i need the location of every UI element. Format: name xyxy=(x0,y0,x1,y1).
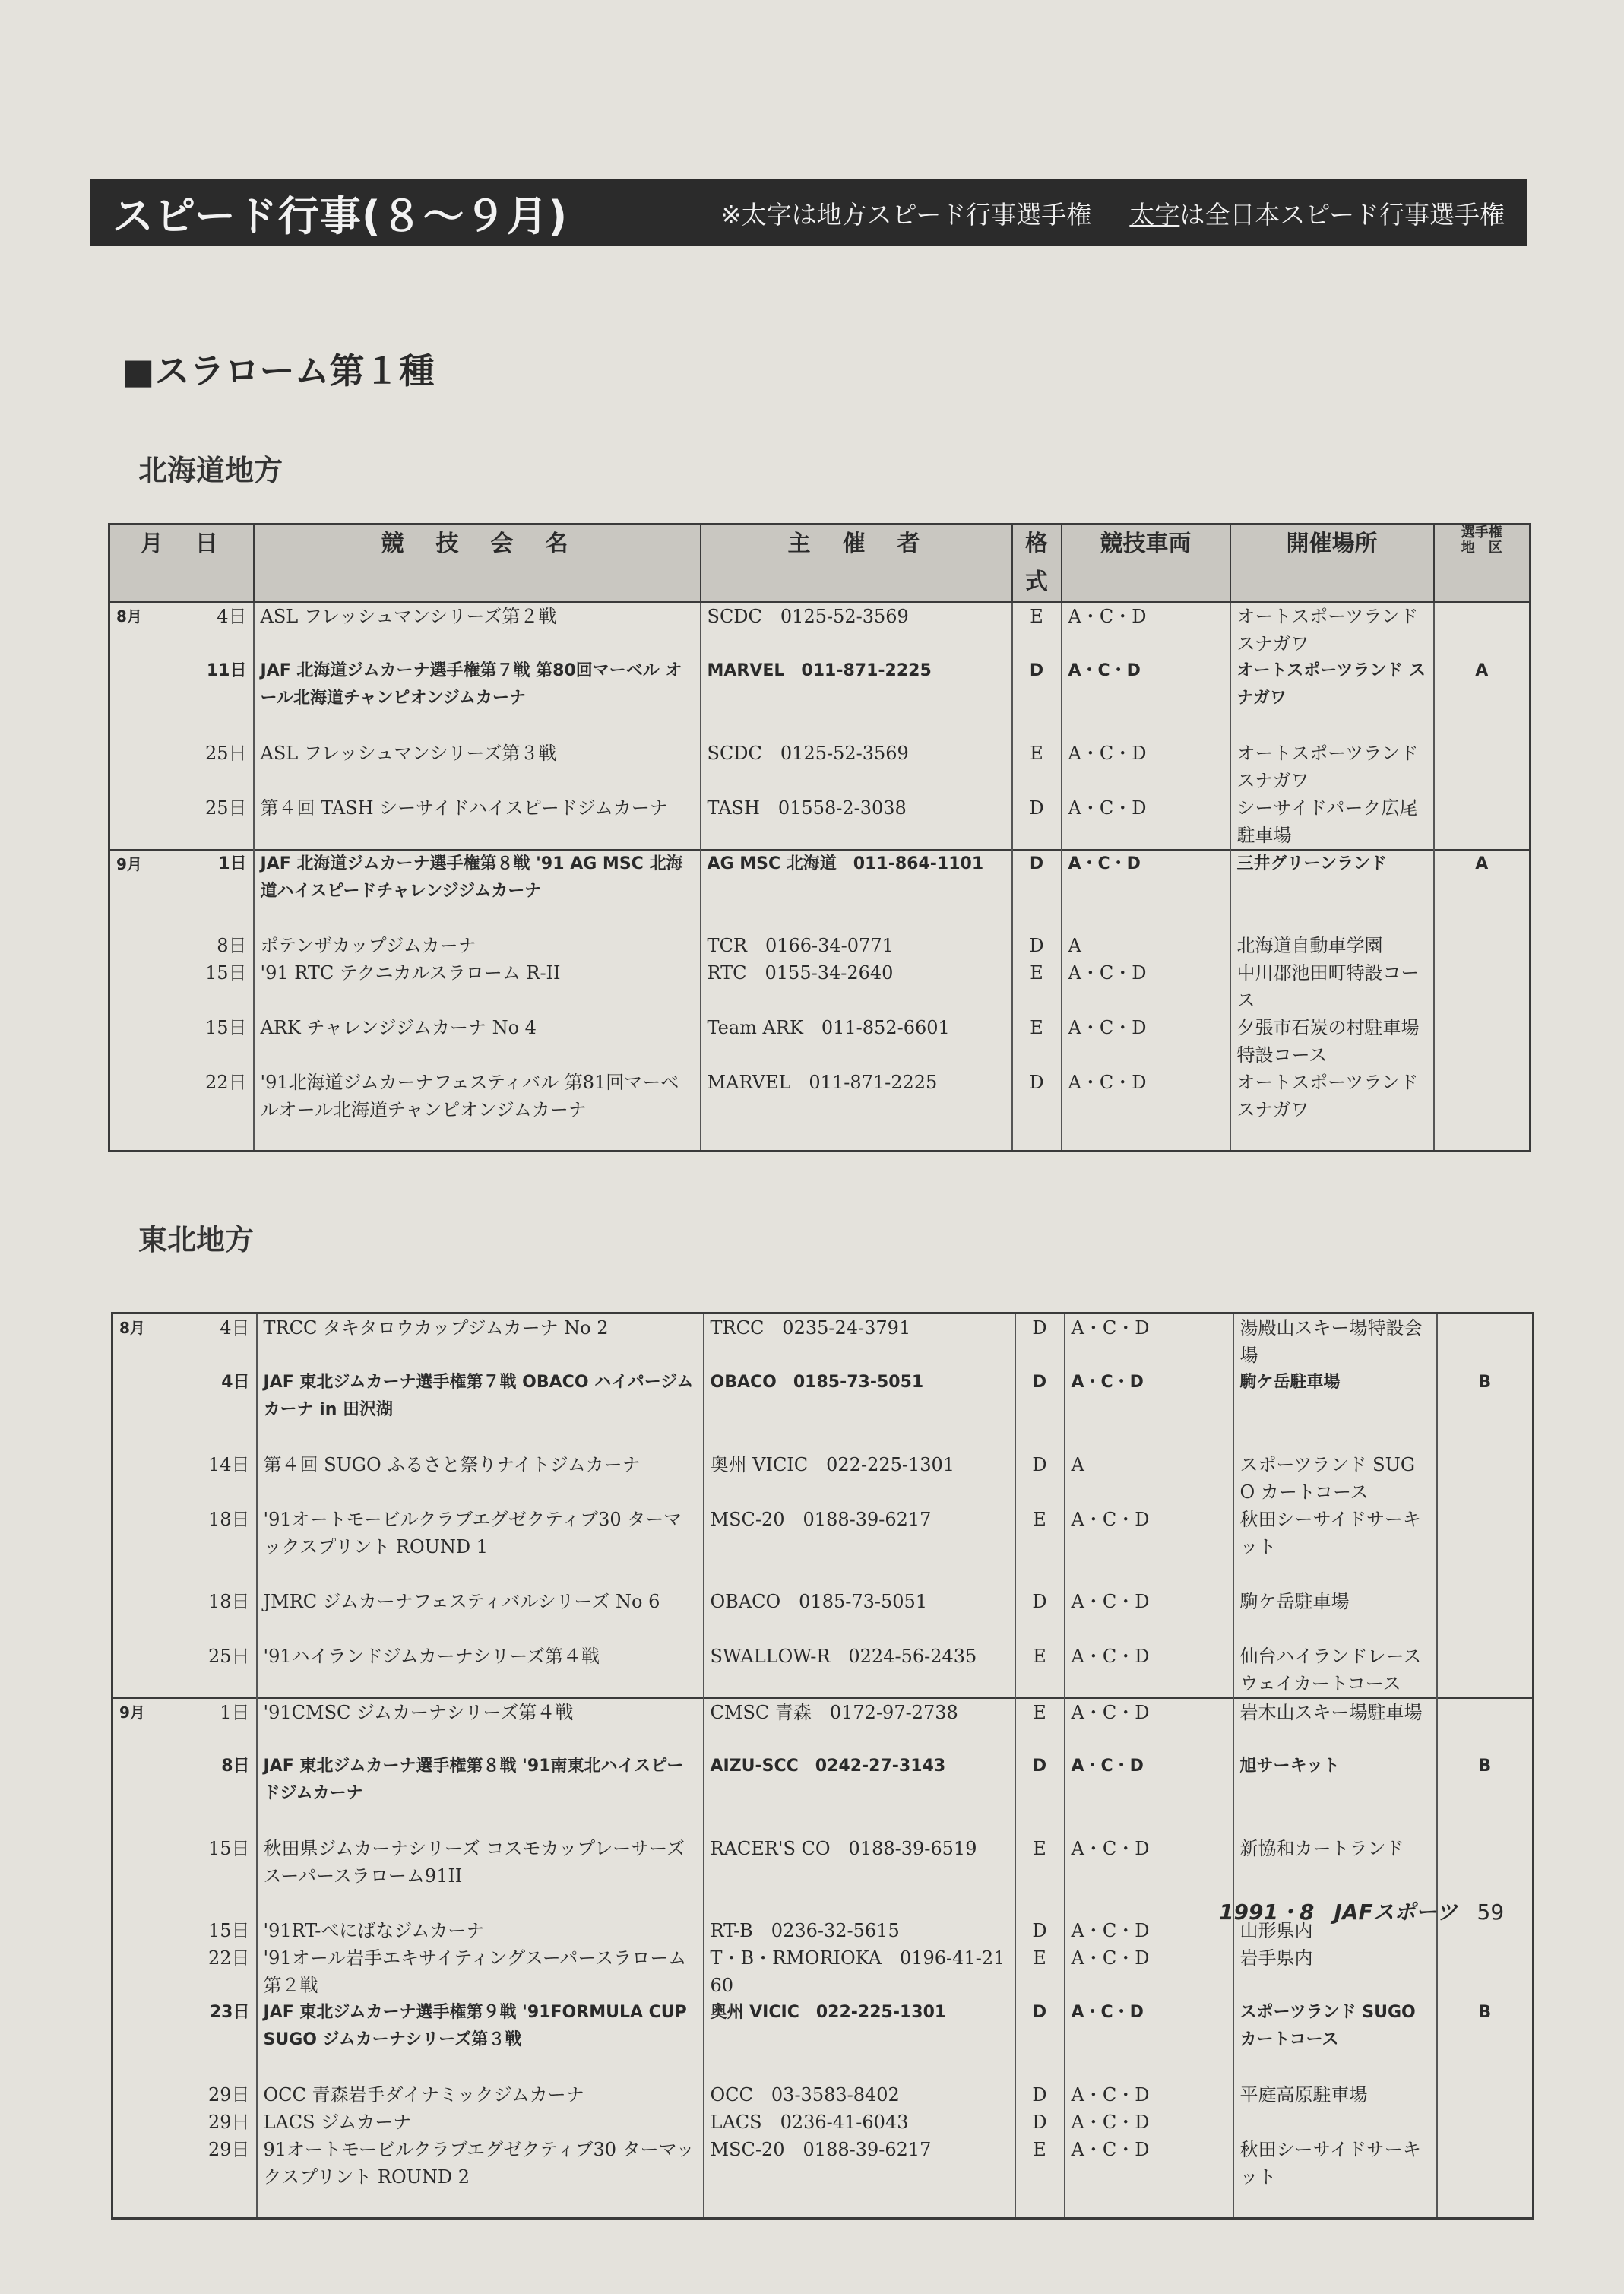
cell-date xyxy=(112,1835,257,1917)
table-row xyxy=(109,932,1531,959)
cell-district xyxy=(1437,1451,1534,1506)
cell-organizer: AG MSC 北海道 011-864-1101 xyxy=(701,850,1012,932)
cell-venue: 新協和カートランド xyxy=(1233,1835,1437,1917)
cell-venue: オートスポーツランドスナガワ xyxy=(1230,602,1434,657)
cell-event: '91 RTC テクニカルスラローム R-II xyxy=(254,959,701,1014)
cell-vehicles: A・C・D xyxy=(1062,850,1230,932)
banner-title: スピード行事(８〜９月) xyxy=(112,192,568,240)
cell-date xyxy=(109,602,254,657)
cell-day: 18日 xyxy=(207,1591,250,1612)
cell-venue: スポーツランド SUGO カートコース xyxy=(1233,1451,1437,1506)
cell-district: B xyxy=(1437,1369,1534,1451)
cell-event: JAF 北海道ジムカーナ選手権第７戦 第80回マーベル オール北海道チャンピオンジムカーナ xyxy=(254,657,701,740)
cell-vehicles: A・C・D xyxy=(1062,959,1230,1014)
cell-date xyxy=(109,657,254,740)
cell-date xyxy=(112,1506,257,1588)
cell-format: E xyxy=(1015,1506,1065,1588)
cell-event: 第４回 SUGO ふるさと祭りナイトジムカーナ xyxy=(257,1451,704,1506)
cell-date xyxy=(109,740,254,794)
cell-format: D xyxy=(1015,1313,1065,1370)
cell-district xyxy=(1437,1643,1534,1698)
cell-event: 第４回 TASH シーサイドハイスピードジムカーナ xyxy=(254,794,701,850)
cell-format: D xyxy=(1015,1369,1065,1451)
page-number: 59 xyxy=(1477,1900,1505,1925)
cell-district: A xyxy=(1434,657,1531,740)
cell-venue: 中川郡池田町特設コース xyxy=(1230,959,1434,1014)
cell-district xyxy=(1434,602,1531,657)
section-title: ■スラローム第１種 xyxy=(122,350,435,391)
cell-format: D xyxy=(1015,1588,1065,1643)
cell-organizer: TCR 0166-34-0771 xyxy=(701,932,1012,959)
header-district-top: 選手権 xyxy=(1461,524,1502,540)
header-district xyxy=(1434,524,1531,603)
cell-day: 22日 xyxy=(204,1072,247,1093)
cell-format: D xyxy=(1012,932,1062,959)
header-event: 競 技 会 名 xyxy=(254,524,701,603)
cell-district xyxy=(1434,932,1531,959)
cell-organizer: OCC 03-3583-8402 xyxy=(704,2081,1015,2109)
cell-venue: 駒ケ岳駐車場 xyxy=(1233,1588,1437,1643)
cell-day: 4日 xyxy=(217,606,247,627)
cell-format: E xyxy=(1012,602,1062,657)
cell-organizer: MSC-20 0188-39-6217 xyxy=(704,2136,1015,2218)
cell-date xyxy=(109,794,254,850)
cell-day: 14日 xyxy=(207,1454,250,1475)
cell-date xyxy=(112,1753,257,1835)
cell-vehicles: A・C・D xyxy=(1062,1069,1230,1151)
cell-day: 1日 xyxy=(220,1702,250,1723)
cell-venue: 湯殿山スキー場特設会場 xyxy=(1233,1313,1437,1370)
cell-format: D xyxy=(1015,1917,1065,1944)
cell-district xyxy=(1437,1944,1534,1999)
banner-note-underlined: 太字 xyxy=(1129,199,1180,230)
table-row xyxy=(109,657,1531,740)
cell-venue: スポーツランド SUGO カートコース xyxy=(1233,1999,1437,2081)
cell-day: 11日 xyxy=(206,661,247,680)
cell-format: D xyxy=(1015,1451,1065,1506)
banner-note-national xyxy=(1129,195,1505,231)
cell-venue: 駒ケ岳駐車場 xyxy=(1233,1369,1437,1451)
cell-vehicles: A・C・D xyxy=(1062,1014,1230,1069)
header-format: 格式 xyxy=(1012,524,1062,603)
cell-district xyxy=(1437,2109,1534,2136)
cell-district xyxy=(1437,1313,1534,1370)
cell-vehicles: A・C・D xyxy=(1065,2081,1233,2109)
cell-event: '91オール岩手エキサイティングスーパースラローム第２戦 xyxy=(257,1944,704,1999)
cell-district: B xyxy=(1437,1753,1534,1835)
cell-vehicles: A・C・D xyxy=(1065,1835,1233,1917)
cell-organizer: RACER'S CO 0188-39-6519 xyxy=(704,1835,1015,1917)
cell-vehicles: A・C・D xyxy=(1062,657,1230,740)
cell-date xyxy=(112,2109,257,2136)
cell-day: 25日 xyxy=(204,743,247,764)
header-district-bottom: 地 区 xyxy=(1461,540,1502,556)
cell-format: D xyxy=(1015,1999,1065,2081)
cell-date xyxy=(112,1588,257,1643)
page-banner xyxy=(90,179,1527,246)
table-row xyxy=(112,1944,1534,1999)
table-row xyxy=(112,1999,1534,2081)
cell-day: 8日 xyxy=(217,935,247,956)
cell-format: E xyxy=(1012,740,1062,794)
cell-venue: 旭サーキット xyxy=(1233,1753,1437,1835)
cell-date xyxy=(112,2081,257,2109)
cell-date xyxy=(112,1698,257,1753)
cell-event: 91オートモービルクラブエグゼクティブ30 ターマックスプリント ROUND 2 xyxy=(257,2136,704,2218)
cell-organizer: RTC 0155-34-2640 xyxy=(701,959,1012,1014)
table-row xyxy=(112,1643,1534,1698)
cell-venue xyxy=(1233,2109,1437,2136)
cell-venue: 北海道自動車学園 xyxy=(1230,932,1434,959)
cell-organizer: Team ARK 011-852-6601 xyxy=(701,1014,1012,1069)
cell-organizer: 奥州 VICIC 022-225-1301 xyxy=(704,1999,1015,2081)
cell-venue: 岩木山スキー場駐車場 xyxy=(1233,1698,1437,1753)
cell-date xyxy=(112,2136,257,2218)
cell-organizer: AIZU-SCC 0242-27-3143 xyxy=(704,1753,1015,1835)
cell-month: 9月 xyxy=(116,855,142,873)
cell-event: ASL フレッシュマンシリーズ第２戦 xyxy=(254,602,701,657)
cell-organizer: MSC-20 0188-39-6217 xyxy=(704,1506,1015,1588)
cell-district xyxy=(1434,959,1531,1014)
cell-organizer: RT-B 0236-32-5615 xyxy=(704,1917,1015,1944)
table-row xyxy=(112,2136,1534,2218)
cell-vehicles: A・C・D xyxy=(1065,1999,1233,2081)
cell-district xyxy=(1437,1698,1534,1753)
cell-month: 9月 xyxy=(119,1703,145,1722)
cell-event: JAF 東北ジムカーナ選手権第９戦 '91FORMULA CUP SUGO ジムカーナシリーズ第３戦 xyxy=(257,1999,704,2081)
cell-date xyxy=(112,1313,257,1370)
cell-organizer: SCDC 0125-52-3569 xyxy=(701,740,1012,794)
region-title-tohoku: 東北地方 xyxy=(138,1223,255,1256)
cell-format: D xyxy=(1012,850,1062,932)
cell-month: 8月 xyxy=(119,1319,145,1337)
cell-district xyxy=(1437,2136,1534,2218)
cell-format: D xyxy=(1012,794,1062,850)
table-row xyxy=(109,794,1531,850)
cell-organizer: CMSC 青森 0172-97-2738 xyxy=(704,1698,1015,1753)
cell-organizer: 奥州 VICIC 022-225-1301 xyxy=(704,1451,1015,1506)
cell-venue: 三井グリーンランド xyxy=(1230,850,1434,932)
cell-event: JAF 東北ジムカーナ選手権第８戦 '91南東北ハイスピードジムカーナ xyxy=(257,1753,704,1835)
cell-day: 25日 xyxy=(204,797,247,819)
cell-vehicles: A・C・D xyxy=(1065,1313,1233,1370)
cell-venue: 仙台ハイランドレースウェイカートコース xyxy=(1233,1643,1437,1698)
cell-date xyxy=(109,932,254,959)
cell-date xyxy=(109,1014,254,1069)
cell-event: '91ハイランドジムカーナシリーズ第４戦 xyxy=(257,1643,704,1698)
banner-notes xyxy=(720,195,1505,231)
cell-format: E xyxy=(1015,1643,1065,1698)
cell-event: 秋田県ジムカーナシリーズ コスモカップレーサーズスーパースラローム91II xyxy=(257,1835,704,1917)
table-tohoku xyxy=(111,1312,1534,2220)
cell-organizer: T・B・RMORIOKA 0196-41-2160 xyxy=(704,1944,1015,1999)
cell-vehicles: A・C・D xyxy=(1065,2136,1233,2218)
cell-format: D xyxy=(1015,1753,1065,1835)
cell-format: D xyxy=(1012,657,1062,740)
table-row xyxy=(112,2109,1534,2136)
cell-district xyxy=(1437,2081,1534,2109)
cell-district xyxy=(1434,740,1531,794)
cell-format: E xyxy=(1015,1698,1065,1753)
cell-event: TRCC タキタロウカップジムカーナ No 2 xyxy=(257,1313,704,1370)
banner-note-rest: は全日本スピード行事選手権 xyxy=(1179,199,1505,230)
cell-district: A xyxy=(1434,850,1531,932)
table-row xyxy=(112,1753,1534,1835)
cell-day: 15日 xyxy=(207,1920,250,1941)
header-organizer: 主 催 者 xyxy=(701,524,1012,603)
cell-vehicles: A xyxy=(1062,932,1230,959)
table-row xyxy=(112,1506,1534,1588)
cell-vehicles: A・C・D xyxy=(1065,1944,1233,1999)
cell-date xyxy=(109,850,254,932)
cell-format: E xyxy=(1012,1014,1062,1069)
cell-month: 8月 xyxy=(116,607,142,626)
cell-format: E xyxy=(1015,1944,1065,1999)
cell-event: '91オートモービルクラブエグゼクティブ30 ターマックスプリント ROUND 1 xyxy=(257,1506,704,1588)
cell-event: LACS ジムカーナ xyxy=(257,2109,704,2136)
cell-event: '91RT-べにばなジムカーナ xyxy=(257,1917,704,1944)
cell-format: E xyxy=(1015,1835,1065,1917)
cell-day: 15日 xyxy=(204,962,247,984)
header-date: 月 日 xyxy=(109,524,254,603)
cell-venue: 山形県内 xyxy=(1233,1917,1437,1944)
cell-organizer: OBACO 0185-73-5051 xyxy=(704,1369,1015,1451)
cell-date xyxy=(112,1643,257,1698)
table-row xyxy=(109,740,1531,794)
cell-vehicles: A・C・D xyxy=(1065,2109,1233,2136)
cell-vehicles: A・C・D xyxy=(1065,1369,1233,1451)
cell-day: 4日 xyxy=(221,1373,250,1392)
table-row xyxy=(112,1313,1534,1370)
cell-district: B xyxy=(1437,1999,1534,2081)
cell-venue: シーサイドパーク広尾駐車場 xyxy=(1230,794,1434,850)
cell-event: ポテンザカップジムカーナ xyxy=(254,932,701,959)
cell-organizer: TRCC 0235-24-3791 xyxy=(704,1313,1015,1370)
table-header-row xyxy=(109,524,1531,603)
cell-day: 15日 xyxy=(204,1017,247,1038)
cell-organizer: MARVEL 011-871-2225 xyxy=(701,657,1012,740)
table-row xyxy=(112,1451,1534,1506)
cell-vehicles: A・C・D xyxy=(1065,1506,1233,1588)
cell-date xyxy=(112,1917,257,1944)
cell-day: 29日 xyxy=(207,2084,250,2105)
cell-vehicles: A xyxy=(1065,1451,1233,1506)
cell-format: D xyxy=(1015,2081,1065,2109)
cell-event: ARK チャレンジジムカーナ No 4 xyxy=(254,1014,701,1069)
table-row xyxy=(112,1369,1534,1451)
cell-format: E xyxy=(1015,2136,1065,2218)
cell-district xyxy=(1437,1588,1534,1643)
footer-magazine: JAFスポーツ xyxy=(1334,1900,1458,1925)
cell-day: 22日 xyxy=(207,1947,250,1969)
cell-day: 1日 xyxy=(218,854,247,873)
table-row xyxy=(109,1014,1531,1069)
cell-format: E xyxy=(1012,959,1062,1014)
cell-venue: 秋田シーサイドサーキット xyxy=(1233,2136,1437,2218)
region-title-hokkaido: 北海道地方 xyxy=(138,454,283,487)
table-row xyxy=(109,959,1531,1014)
cell-date xyxy=(112,1451,257,1506)
cell-event: JAF 東北ジムカーナ選手権第７戦 OBACO ハイパージムカーナ in 田沢湖 xyxy=(257,1369,704,1451)
cell-organizer: SWALLOW-R 0224-56-2435 xyxy=(704,1643,1015,1698)
cell-venue: 夕張市石炭の村駐車場特設コース xyxy=(1230,1014,1434,1069)
cell-organizer: MARVEL 011-871-2225 xyxy=(701,1069,1012,1151)
cell-venue: 秋田シーサイドサーキット xyxy=(1233,1506,1437,1588)
cell-date xyxy=(109,959,254,1014)
cell-day: 15日 xyxy=(207,1838,250,1859)
cell-venue: オートスポーツランドスナガワ xyxy=(1230,1069,1434,1151)
cell-district xyxy=(1434,1069,1531,1151)
cell-day: 29日 xyxy=(207,2139,250,2160)
cell-event: OCC 青森岩手ダイナミックジムカーナ xyxy=(257,2081,704,2109)
cell-venue: オートスポーツランド スナガワ xyxy=(1230,657,1434,740)
cell-vehicles: A・C・D xyxy=(1062,794,1230,850)
table-row xyxy=(112,1698,1534,1753)
cell-vehicles: A・C・D xyxy=(1065,1917,1233,1944)
cell-event: '91北海道ジムカーナフェスティバル 第81回マーベルオール北海道チャンピオンジムカーナ xyxy=(254,1069,701,1151)
cell-organizer: OBACO 0185-73-5051 xyxy=(704,1588,1015,1643)
page-footer xyxy=(1219,1896,1504,1926)
cell-organizer: LACS 0236-41-6043 xyxy=(704,2109,1015,2136)
cell-date xyxy=(112,1999,257,2081)
banner-note-regional: ※太字は地方スピード行事選手権 xyxy=(720,199,1092,230)
cell-day: 8日 xyxy=(221,1757,250,1776)
cell-organizer: SCDC 0125-52-3569 xyxy=(701,602,1012,657)
header-vehicles: 競技車両 xyxy=(1062,524,1230,603)
footer-issue: 1991・8 xyxy=(1219,1900,1315,1925)
cell-day: 23日 xyxy=(209,2003,250,2022)
table-row xyxy=(109,850,1531,932)
cell-venue: 平庭高原駐車場 xyxy=(1233,2081,1437,2109)
table-row xyxy=(109,1069,1531,1151)
cell-vehicles: A・C・D xyxy=(1065,1643,1233,1698)
table-row xyxy=(109,602,1531,657)
cell-date xyxy=(112,1944,257,1999)
cell-date xyxy=(112,1369,257,1451)
cell-date xyxy=(109,1069,254,1151)
table-hokkaido xyxy=(108,523,1531,1152)
cell-format: D xyxy=(1012,1069,1062,1151)
cell-format: D xyxy=(1015,2109,1065,2136)
cell-organizer: TASH 01558-2-3038 xyxy=(701,794,1012,850)
cell-vehicles: A・C・D xyxy=(1062,602,1230,657)
cell-vehicles: A・C・D xyxy=(1062,740,1230,794)
cell-day: 4日 xyxy=(220,1317,250,1339)
cell-event: '91CMSC ジムカーナシリーズ第４戦 xyxy=(257,1698,704,1753)
cell-venue: 岩手県内 xyxy=(1233,1944,1437,1999)
cell-vehicles: A・C・D xyxy=(1065,1588,1233,1643)
table-row xyxy=(112,1588,1534,1643)
cell-day: 25日 xyxy=(207,1646,250,1667)
header-venue: 開催場所 xyxy=(1230,524,1434,603)
cell-day: 29日 xyxy=(207,2112,250,2133)
cell-district xyxy=(1434,1014,1531,1069)
cell-day: 18日 xyxy=(207,1509,250,1530)
table-row xyxy=(112,2081,1534,2109)
cell-district xyxy=(1434,794,1531,850)
cell-vehicles: A・C・D xyxy=(1065,1698,1233,1753)
cell-district xyxy=(1437,1506,1534,1588)
cell-event: JAF 北海道ジムカーナ選手権第８戦 '91 AG MSC 北海道ハイスピードチャレンジジムカーナ xyxy=(254,850,701,932)
cell-vehicles: A・C・D xyxy=(1065,1753,1233,1835)
cell-event: ASL フレッシュマンシリーズ第３戦 xyxy=(254,740,701,794)
cell-event: JMRC ジムカーナフェスティバルシリーズ No 6 xyxy=(257,1588,704,1643)
cell-venue: オートスポーツランドスナガワ xyxy=(1230,740,1434,794)
